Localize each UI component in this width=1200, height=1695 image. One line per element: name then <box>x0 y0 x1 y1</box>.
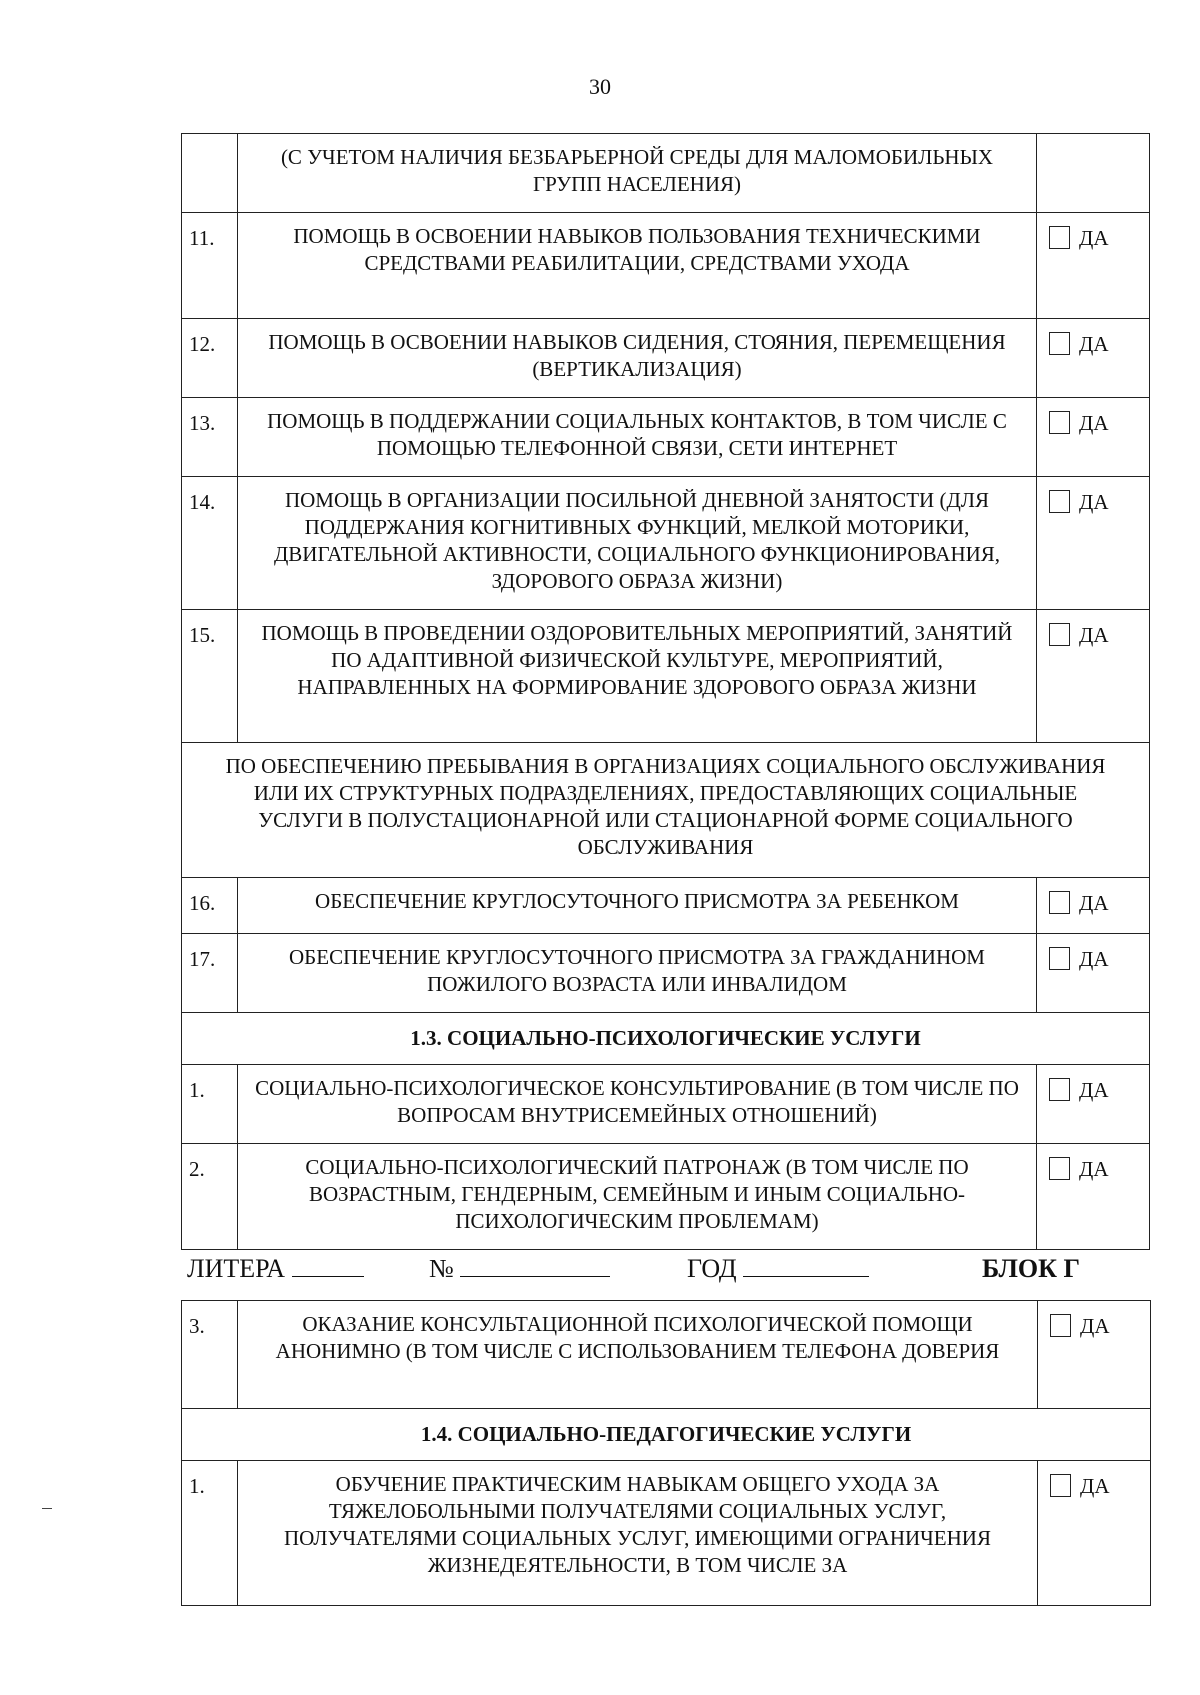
table-row <box>182 477 1150 610</box>
year-input-line[interactable] <box>743 1254 869 1277</box>
service-text: ПОМОЩЬ В ОСВОЕНИИ НАВЫКОВ СИДЕНИЯ, СТОЯНИЯ, ПЕРЕМЕЩЕНИЯ (ВЕРТИКАЛИЗАЦИЯ) <box>238 319 1037 398</box>
yes-checkbox[interactable] <box>1037 398 1150 477</box>
row-number: 1. <box>182 1461 238 1606</box>
service-text: ПОМОЩЬ В ОРГАНИЗАЦИИ ПОСИЛЬНОЙ ДНЕВНОЙ ЗАНЯТОСТИ (ДЛЯ ПОДДЕРЖАНИЯ КОГНИТИВНЫХ ФУНКЦИЙ, МЕЛКОЙ МОТОРИКИ, ДВИГАТЕЛЬНОЙ АКТИВНОСТИ, СОЦИАЛЬНОГО ФУНКЦИОНИРОВАНИЯ, ЗДОРОВОГО ОБРАЗА ЖИЗНИ) <box>238 477 1037 610</box>
service-text: ОБУЧЕНИЕ ПРАКТИЧЕСКИМ НАВЫКАМ ОБЩЕГО УХОДА ЗА ТЯЖЕЛОБОЛЬНЫМИ ПОЛУЧАТЕЛЯМИ СОЦИАЛЬНЫХ УСЛУГ, ПОЛУЧАТЕЛЯМИ СОЦИАЛЬНЫХ УСЛУГ, ИМЕЮЩИМИ ОГРАНИЧЕНИЯ ЖИЗНЕДЕЯТЕЛЬНОСТИ, В ТОМ ЧИСЛЕ ЗА <box>238 1461 1038 1606</box>
yes-checkbox[interactable] <box>1037 934 1150 1013</box>
yes-checkbox[interactable] <box>1037 1065 1150 1144</box>
table-row <box>182 1065 1150 1144</box>
block-label: БЛОК Г <box>982 1254 1081 1283</box>
table-row <box>182 213 1150 319</box>
section-heading: 1.3. СОЦИАЛЬНО-ПСИХОЛОГИЧЕСКИЕ УСЛУГИ <box>182 1013 1150 1065</box>
checkbox-icon[interactable] <box>1049 623 1070 646</box>
row-number: 12. <box>182 319 238 398</box>
number-input-line[interactable] <box>460 1254 610 1277</box>
services-table-bottom <box>181 1300 1151 1606</box>
service-text: ОКАЗАНИЕ КОНСУЛЬТАЦИОННОЙ ПСИХОЛОГИЧЕСКОЙ ПОМОЩИ АНОНИМНО (В ТОМ ЧИСЛЕ С ИСПОЛЬЗОВАНИЕМ ТЕЛЕФОНА ДОВЕРИЯ <box>238 1301 1038 1409</box>
row-number: 1. <box>182 1065 238 1144</box>
row-number: 14. <box>182 477 238 610</box>
table-row <box>182 319 1150 398</box>
checkbox-label: ДА <box>1080 1474 1110 1498</box>
checkbox-icon[interactable] <box>1049 1157 1070 1180</box>
table-row <box>182 934 1150 1013</box>
yes-checkbox[interactable] <box>1038 1301 1151 1409</box>
checkbox-label: ДА <box>1080 1314 1110 1338</box>
table-row <box>182 1301 1151 1409</box>
checkbox-label: ДА <box>1079 947 1109 971</box>
checkbox-label: ДА <box>1079 891 1109 915</box>
checkbox-label: ДА <box>1079 490 1109 514</box>
number-field <box>429 1254 610 1284</box>
services-table-top <box>181 133 1150 1250</box>
number-label: № <box>429 1254 454 1283</box>
row-number: 3. <box>182 1301 238 1409</box>
service-text: ПОМОЩЬ В ПОДДЕРЖАНИИ СОЦИАЛЬНЫХ КОНТАКТОВ, В ТОМ ЧИСЛЕ С ПОМОЩЬЮ ТЕЛЕФОННОЙ СВЯЗИ, СЕТИ ИНТЕРНЕТ <box>238 398 1037 477</box>
year-field <box>687 1254 869 1284</box>
yes-checkbox[interactable] <box>1037 1144 1150 1250</box>
row-number: 17. <box>182 934 238 1013</box>
year-label: ГОД <box>687 1254 737 1283</box>
row-number: 15. <box>182 610 238 743</box>
row-number: 13. <box>182 398 238 477</box>
table-row <box>182 878 1150 934</box>
service-text: СОЦИАЛЬНО-ПСИХОЛОГИЧЕСКИЙ ПАТРОНАЖ (В ТОМ ЧИСЛЕ ПО ВОЗРАСТНЫМ, ГЕНДЕРНЫМ, СЕМЕЙНЫМ И ИНЫМ СОЦИАЛЬНО-ПСИХОЛОГИЧЕСКИМ ПРОБЛЕМАМ) <box>238 1144 1037 1250</box>
checkbox-label: ДА <box>1079 411 1109 435</box>
page-number: 30 <box>589 74 611 99</box>
service-text: ПОМОЩЬ В ОСВОЕНИИ НАВЫКОВ ПОЛЬЗОВАНИЯ ТЕХНИЧЕСКИМИ СРЕДСТВАМИ РЕАБИЛИТАЦИИ, СРЕДСТВАМИ УХОДА <box>238 213 1037 319</box>
row-number: 2. <box>182 1144 238 1250</box>
checkbox-label: ДА <box>1079 226 1109 250</box>
litera-label: ЛИТЕРА <box>187 1254 286 1283</box>
table-row <box>182 610 1150 743</box>
litera-field <box>187 1254 364 1284</box>
table-row-heading <box>182 1409 1151 1461</box>
empty-check-cell <box>1037 134 1150 213</box>
yes-checkbox[interactable] <box>1037 610 1150 743</box>
table-row-heading <box>182 1013 1150 1065</box>
yes-checkbox[interactable] <box>1037 878 1150 934</box>
table-row <box>182 1461 1151 1606</box>
table-row <box>182 1144 1150 1250</box>
checkbox-icon[interactable] <box>1049 947 1070 970</box>
empty-num-cell <box>182 134 238 213</box>
continuation-text: (С УЧЕТОМ НАЛИЧИЯ БЕЗБАРЬЕРНОЙ СРЕДЫ ДЛЯ МАЛОМОБИЛЬНЫХ ГРУПП НАСЕЛЕНИЯ) <box>238 134 1037 213</box>
section-title: ПО ОБЕСПЕЧЕНИЮ ПРЕБЫВАНИЯ В ОРГАНИЗАЦИЯХ СОЦИАЛЬНОГО ОБСЛУЖИВАНИЯ ИЛИ ИХ СТРУКТУРНЫХ ПОДРАЗДЕЛЕНИЯХ, ПРЕДОСТАВЛЯЮЩИХ СОЦИАЛЬНЫЕ УСЛУГИ В ПОЛУСТАЦИОНАРНОЙ ИЛИ СТАЦИОНАРНОЙ ФОРМЕ СОЦИАЛЬНОГО ОБСЛУЖИВАНИЯ <box>182 743 1150 878</box>
table-row <box>182 398 1150 477</box>
checkbox-icon[interactable] <box>1050 1314 1071 1337</box>
checkbox-icon[interactable] <box>1049 1078 1070 1101</box>
service-text: ОБЕСПЕЧЕНИЕ КРУГЛОСУТОЧНОГО ПРИСМОТРА ЗА РЕБЕНКОМ <box>238 878 1037 934</box>
checkbox-icon[interactable] <box>1050 1474 1071 1497</box>
checkbox-label: ДА <box>1079 1078 1109 1102</box>
litera-input-line[interactable] <box>292 1254 364 1277</box>
litera-line <box>187 1254 1147 1284</box>
service-text: ПОМОЩЬ В ПРОВЕДЕНИИ ОЗДОРОВИТЕЛЬНЫХ МЕРОПРИЯТИЙ, ЗАНЯТИЙ ПО АДАПТИВНОЙ ФИЗИЧЕСКОЙ КУЛЬТУРЕ, МЕРОПРИЯТИЙ, НАПРАВЛЕННЫХ НА ФОРМИРОВАНИЕ ЗДОРОВОГО ОБРАЗА ЖИЗНИ <box>238 610 1037 743</box>
table-row-header-continuation <box>182 134 1150 213</box>
checkbox-icon[interactable] <box>1049 891 1070 914</box>
yes-checkbox[interactable] <box>1037 477 1150 610</box>
row-number: 11. <box>182 213 238 319</box>
checkbox-label: ДА <box>1079 1157 1109 1181</box>
checkbox-icon[interactable] <box>1049 411 1070 434</box>
section-heading: 1.4. СОЦИАЛЬНО-ПЕДАГОГИЧЕСКИЕ УСЛУГИ <box>182 1409 1151 1461</box>
checkbox-label: ДА <box>1079 332 1109 356</box>
checkbox-icon[interactable] <box>1049 226 1070 249</box>
table-row-section <box>182 743 1150 878</box>
margin-mark <box>42 1508 52 1509</box>
checkbox-icon[interactable] <box>1049 332 1070 355</box>
yes-checkbox[interactable] <box>1038 1461 1151 1606</box>
yes-checkbox[interactable] <box>1037 319 1150 398</box>
checkbox-icon[interactable] <box>1049 490 1070 513</box>
yes-checkbox[interactable] <box>1037 213 1150 319</box>
service-text: ОБЕСПЕЧЕНИЕ КРУГЛОСУТОЧНОГО ПРИСМОТРА ЗА ГРАЖДАНИНОМ ПОЖИЛОГО ВОЗРАСТА ИЛИ ИНВАЛИДОМ <box>238 934 1037 1013</box>
checkbox-label: ДА <box>1079 623 1109 647</box>
service-text: СОЦИАЛЬНО-ПСИХОЛОГИЧЕСКОЕ КОНСУЛЬТИРОВАНИЕ (В ТОМ ЧИСЛЕ ПО ВОПРОСАМ ВНУТРИСЕМЕЙНЫХ ОТНОШЕНИЙ) <box>238 1065 1037 1144</box>
row-number: 16. <box>182 878 238 934</box>
